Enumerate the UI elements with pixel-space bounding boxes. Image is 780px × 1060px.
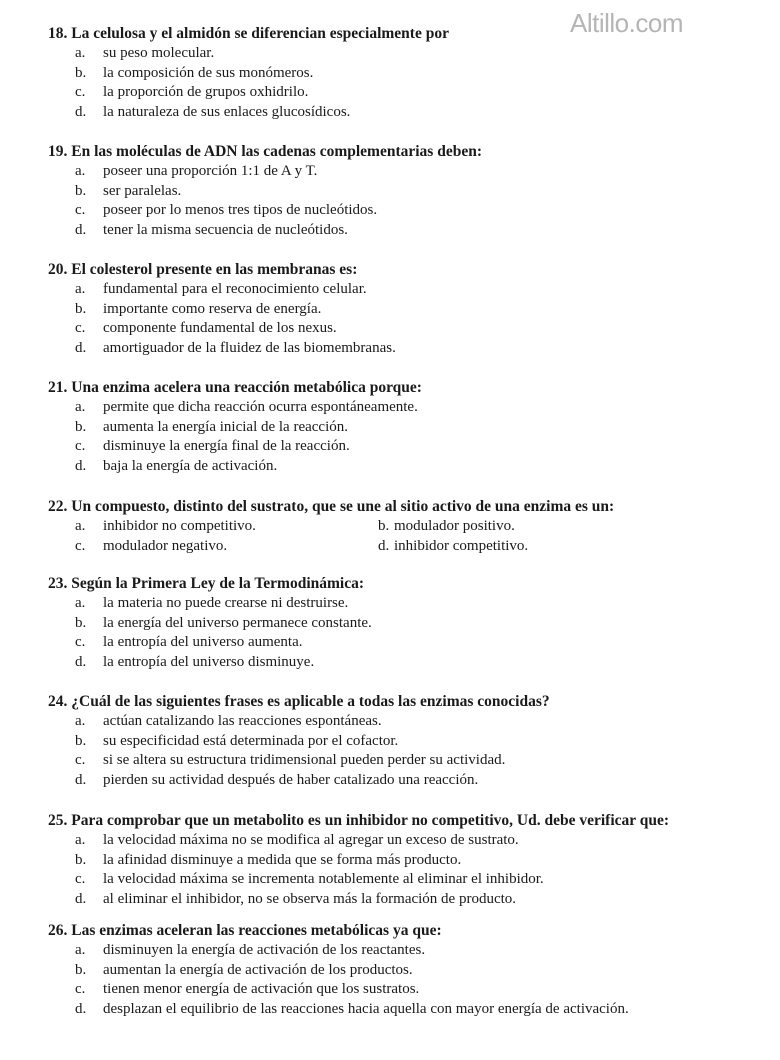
option-b [48, 851, 768, 871]
option-letter: b. [75, 961, 87, 978]
option-text: aumentan la energía de activación de los productos. [103, 961, 413, 978]
option-text: amortiguador de la fluidez de las biomembranas. [103, 340, 396, 357]
option-letter: c. [75, 752, 86, 769]
question-24 [48, 692, 768, 791]
option-c [48, 201, 768, 221]
option-text: su especificidad está determinada por el cofactor. [103, 732, 399, 749]
option-letter: a. [75, 518, 86, 534]
option-text: pierden su actividad después de haber catalizado una reacción. [103, 772, 479, 789]
option-b [48, 300, 768, 320]
question-title [48, 24, 768, 44]
option-letter: a. [75, 399, 86, 415]
option-c [48, 437, 768, 457]
option-text: la materia no puede crearse ni destruirse. [103, 595, 349, 611]
option-letter: d. [75, 222, 87, 239]
question-26 [48, 921, 768, 1020]
option-b [48, 182, 768, 202]
option-text: disminuyen la energía de activación de los reactantes. [103, 942, 426, 958]
option-letter: d. [75, 1001, 87, 1018]
option-text: aumenta la energía inicial de la reacción. [103, 418, 349, 435]
option-text: fundamental para el reconocimiento celular. [103, 281, 367, 297]
option-letter: b. [75, 64, 87, 81]
question-title [48, 811, 768, 831]
option-text: la naturaleza de sus enlaces glucosídicos. [103, 104, 351, 121]
option-text: la proporción de grupos oxhidrilo. [103, 84, 309, 101]
question-number: 18. [48, 25, 68, 42]
option-b [48, 418, 768, 438]
question-19 [48, 142, 768, 241]
question-title [48, 574, 768, 594]
option-d [48, 890, 768, 910]
option-letter: a. [75, 595, 86, 611]
option-a [48, 44, 768, 64]
question-text: La celulosa y el almidón se diferencian especialmente por [71, 25, 449, 42]
altillo-watermark: Altillo.com [570, 8, 683, 38]
option-c [48, 83, 768, 103]
option-text: ser paralelas. [103, 182, 182, 199]
question-21 [48, 378, 768, 477]
option-a [48, 398, 768, 418]
question-text: En las moléculas de ADN las cadenas complementarias deben: [71, 143, 482, 160]
option-text: la entropía del universo aumenta. [103, 634, 303, 651]
option-a [48, 594, 768, 614]
option-c [48, 751, 768, 771]
option-c [48, 980, 768, 1000]
option-text: componente fundamental de los nexus. [103, 320, 337, 337]
option-text: permite que dicha reacción ocurra espontáneamente. [103, 399, 418, 415]
option-b [48, 64, 768, 84]
question-number: 22. [48, 498, 68, 515]
option-letter: b. [75, 300, 87, 317]
option-text: la entropía del universo disminuye. [103, 654, 315, 671]
option-c [48, 319, 768, 339]
option-text: disminuye la energía final de la reacción. [103, 438, 350, 455]
option-a [48, 941, 768, 961]
option-a [48, 162, 768, 182]
option-text: la energía del universo permanece constante. [103, 614, 372, 631]
option-letter: c. [75, 84, 86, 101]
option-letter: c. [75, 438, 86, 455]
option-text: la velocidad máxima se incrementa notablemente al eliminar el inhibidor. [103, 871, 544, 888]
option-a [48, 831, 768, 851]
option-letter: a. [75, 713, 86, 729]
option-text: poseer por lo menos tres tipos de nucleótidos. [103, 202, 378, 219]
option-letter: c. [75, 320, 86, 337]
option-row [48, 517, 768, 537]
question-title [48, 497, 768, 517]
option-letter: d. [75, 458, 87, 475]
question-20 [48, 260, 768, 359]
option-letter: c. [75, 634, 86, 651]
option-b [48, 614, 768, 634]
option-letter: c. [75, 981, 86, 998]
option-letter: b. [75, 732, 87, 749]
option-text: su peso molecular. [103, 45, 215, 61]
question-text: Una enzima acelera una reacción metabólica porque: [71, 379, 422, 396]
question-title [48, 921, 768, 941]
question-title [48, 692, 768, 712]
option-letter: a. [75, 832, 86, 848]
option-d [48, 1000, 768, 1020]
option-letter: d. [75, 340, 87, 357]
option-letter: d. [378, 537, 390, 554]
option-text: la velocidad máxima no se modifica al agregar un exceso de sustrato. [103, 832, 519, 848]
option-text: tienen menor energía de activación que los sustratos. [103, 981, 420, 998]
question-18 [48, 24, 768, 123]
option-letter: d. [75, 891, 87, 908]
option-text: si se altera su estructura tridimensional pueden perder su actividad. [103, 752, 506, 769]
option-text: desplazan el equilibrio de las reacciones hacia aquella con mayor energía de activación. [103, 1001, 629, 1018]
option-text: actúan catalizando las reacciones espontáneas. [103, 713, 382, 729]
option-row [48, 537, 768, 557]
option-letter: d. [75, 772, 87, 789]
option-letter: d. [75, 654, 87, 671]
option-c [48, 870, 768, 890]
question-number: 20. [48, 261, 68, 278]
question-title [48, 378, 768, 398]
option-b [48, 961, 768, 981]
question-number: 25. [48, 812, 68, 829]
option-text: modulador positivo. [394, 518, 515, 534]
option-text: tener la misma secuencia de nucleótidos. [103, 222, 348, 239]
option-text: al eliminar el inhibidor, no se observa más la formación de producto. [103, 891, 517, 908]
option-letter: b. [75, 614, 87, 631]
option-d [48, 103, 768, 123]
option-a [48, 280, 768, 300]
option-letter: d. [75, 104, 87, 121]
option-d [48, 221, 768, 241]
option-b [48, 732, 768, 752]
option-letter: c. [75, 202, 86, 219]
question-number: 23. [48, 575, 68, 592]
option-text: inhibidor competitivo. [394, 537, 529, 554]
option-d [48, 653, 768, 673]
option-d [48, 771, 768, 791]
option-letter: c. [75, 871, 86, 888]
question-text: Según la Primera Ley de la Termodinámica: [71, 575, 365, 592]
option-a [48, 712, 768, 732]
question-text: Un compuesto, distinto del sustrato, que se une al sitio activo de una enzima es un: [71, 498, 615, 515]
option-d [48, 457, 768, 477]
option-text: importante como reserva de energía. [103, 300, 322, 317]
question-text: El colesterol presente en las membranas es: [71, 261, 358, 278]
option-d [48, 339, 768, 359]
option-letter: b. [378, 518, 390, 534]
option-text: modulador negativo. [103, 537, 228, 554]
question-number: 26. [48, 922, 68, 939]
option-text: la afinidad disminuye a medida que se forma más producto. [103, 851, 462, 868]
option-text: inhibidor no competitivo. [103, 518, 256, 534]
question-23 [48, 574, 768, 673]
question-22 [48, 497, 768, 556]
question-25 [48, 811, 768, 910]
option-letter: b. [75, 418, 87, 435]
question-text: Las enzimas aceleran las reacciones metabólicas ya que: [71, 922, 442, 939]
option-letter: b. [75, 851, 87, 868]
option-letter: a. [75, 281, 86, 297]
option-letter: a. [75, 163, 86, 179]
question-text: ¿Cuál de las siguientes frases es aplicable a todas las enzimas conocidas? [71, 693, 550, 710]
question-number: 24. [48, 693, 68, 710]
option-text: baja la energía de activación. [103, 458, 278, 475]
question-title [48, 260, 768, 280]
option-text: poseer una proporción 1:1 de A y T. [103, 163, 318, 179]
option-text: la composición de sus monómeros. [103, 64, 314, 81]
option-c [48, 633, 768, 653]
option-letter: c. [75, 537, 86, 554]
question-title [48, 142, 768, 162]
question-number: 19. [48, 143, 68, 160]
option-letter: a. [75, 45, 86, 61]
option-letter: b. [75, 182, 87, 199]
option-letter: a. [75, 942, 86, 958]
question-number: 21. [48, 379, 68, 396]
question-text: Para comprobar que un metabolito es un inhibidor no competitivo, Ud. debe verificar que: [71, 812, 670, 829]
